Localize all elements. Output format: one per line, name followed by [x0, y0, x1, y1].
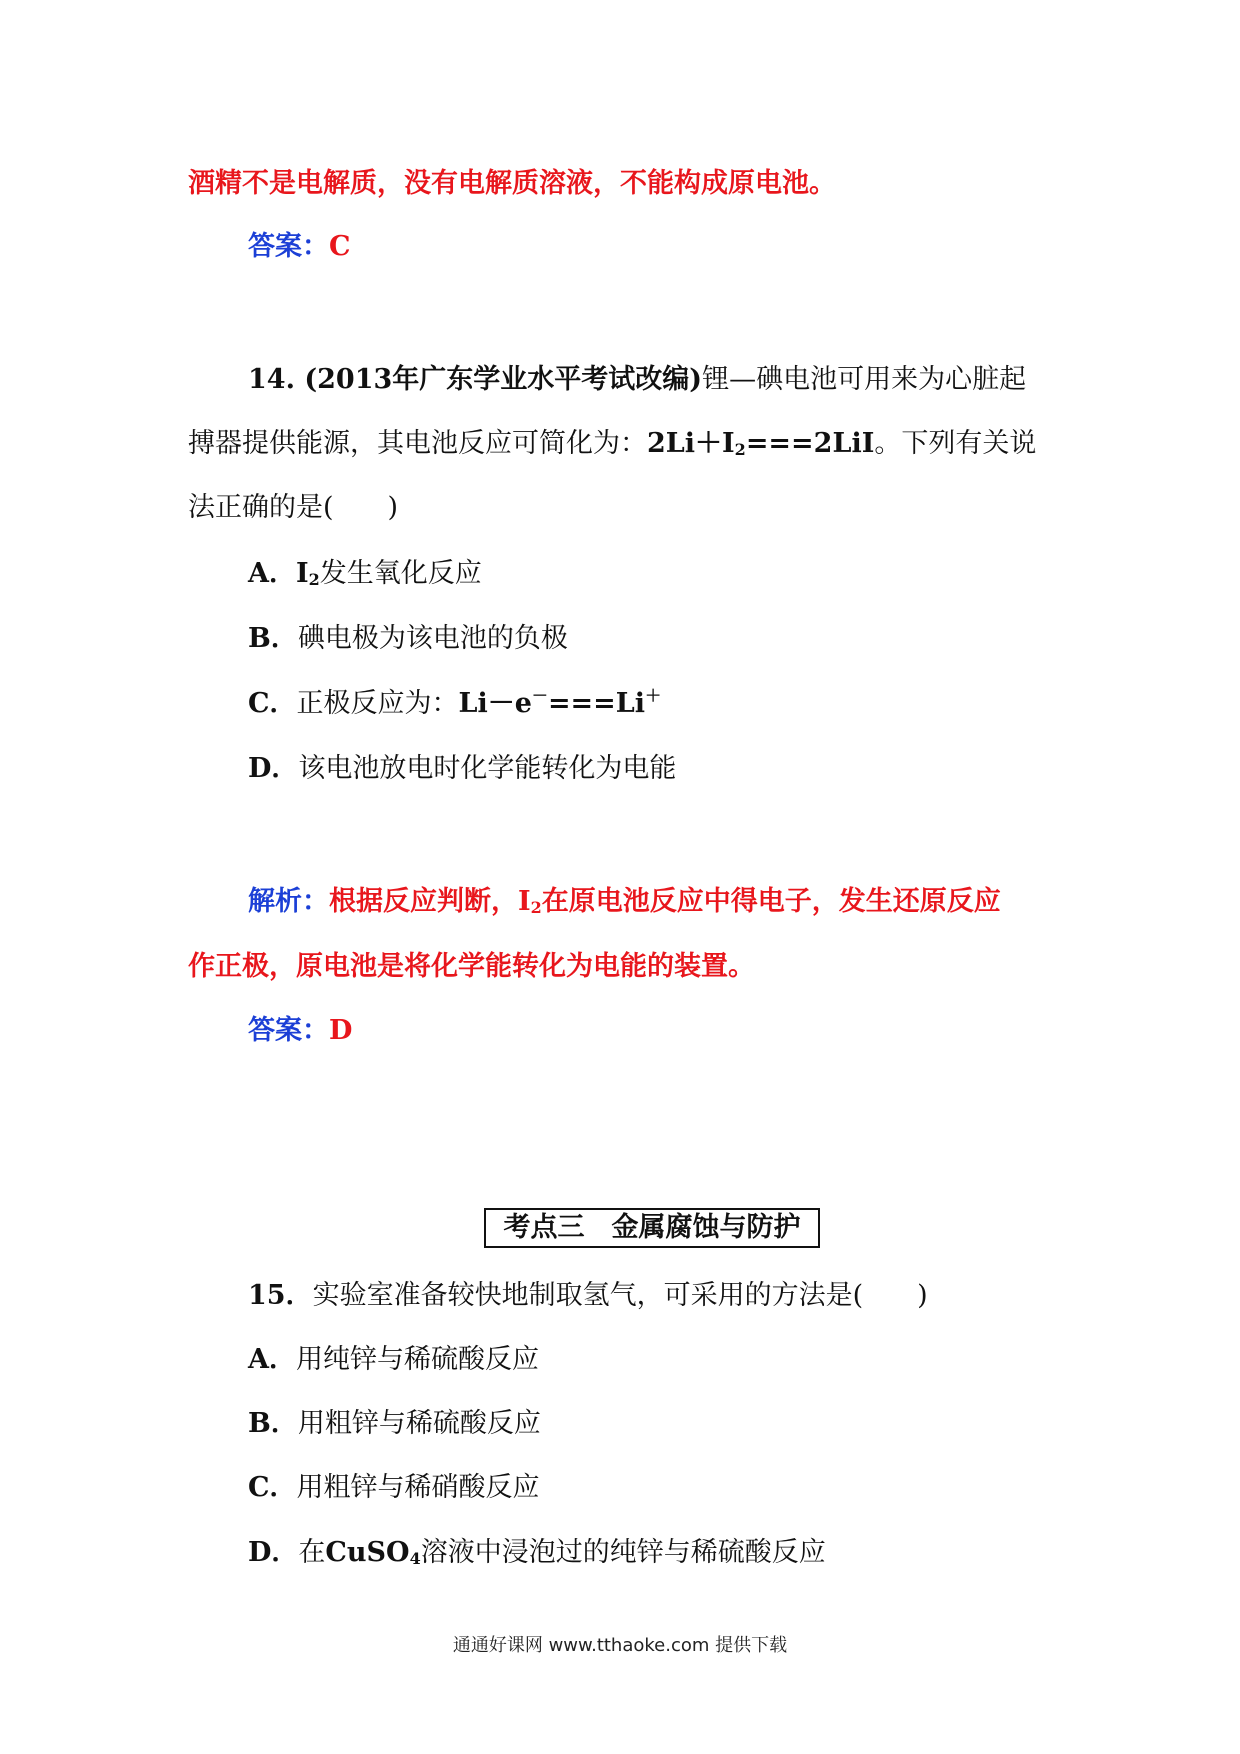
q13-answer: [248, 229, 351, 265]
q14-explanation-line2: 作正极，原电池是将化学能转化为电能的装置。: [188, 951, 755, 982]
q14-option-c: C．正极反应为：Li－e－===Li＋: [248, 686, 662, 719]
q14-equation: $2Li+I_2===2LiI$: [647, 428, 875, 459]
q15-option-a: A．用纯锌与稀硫酸反应: [248, 1344, 539, 1375]
q14-number-source: 14. (2013年广东学业水平考试改编): [248, 364, 703, 395]
q14-option-d: D．该电池放电时化学能转化为电能: [248, 753, 677, 784]
q14-stem-text: 锂—碘电池可用来为心脏起: [702, 364, 1027, 395]
q14-stem-line3: 法正确的是( ): [188, 492, 399, 523]
q15-option-c: C．用粗锌与稀硝酸反应: [248, 1472, 540, 1503]
section-title: 考点三 金属腐蚀与防护: [484, 1208, 820, 1248]
q14-stem-line2: [188, 426, 1036, 462]
q14-explanation-line1: 解析：根据反应判断，$I_2$在原电池反应中得电子，发生还原反应: [248, 886, 1001, 917]
answer-label: 答案：: [248, 231, 329, 262]
q15-option-b: B．用粗锌与稀硫酸反应: [248, 1408, 541, 1439]
page-footer: 通通好课网 www.tthaoke.com 提供下载: [452, 1635, 788, 1656]
q15-stem: 15．实验室准备较快地制取氢气，可采用的方法是( ): [248, 1280, 928, 1311]
q14-stem-line1: [248, 362, 1026, 398]
answer-value: C: [329, 231, 351, 262]
q14-stem-suffix: 。下列有关说: [874, 428, 1037, 459]
q14-option-a: A．$I_2$发生氧化反应: [248, 558, 482, 589]
answer-value: D: [329, 1015, 353, 1046]
q15-option-d: D．在CuSO$_4$溶液中浸泡过的纯锌与稀硫酸反应: [248, 1537, 826, 1568]
answer-label: 答案：: [248, 1015, 329, 1046]
q13-explanation: 酒精不是电解质，没有电解质溶液，不能构成原电池。: [188, 168, 836, 199]
q14-answer: [248, 1013, 352, 1049]
q14-stem-prefix: 搏器提供能源，其电池反应可简化为：: [188, 428, 647, 459]
q14-option-b: B．碘电极为该电池的负极: [248, 623, 568, 654]
